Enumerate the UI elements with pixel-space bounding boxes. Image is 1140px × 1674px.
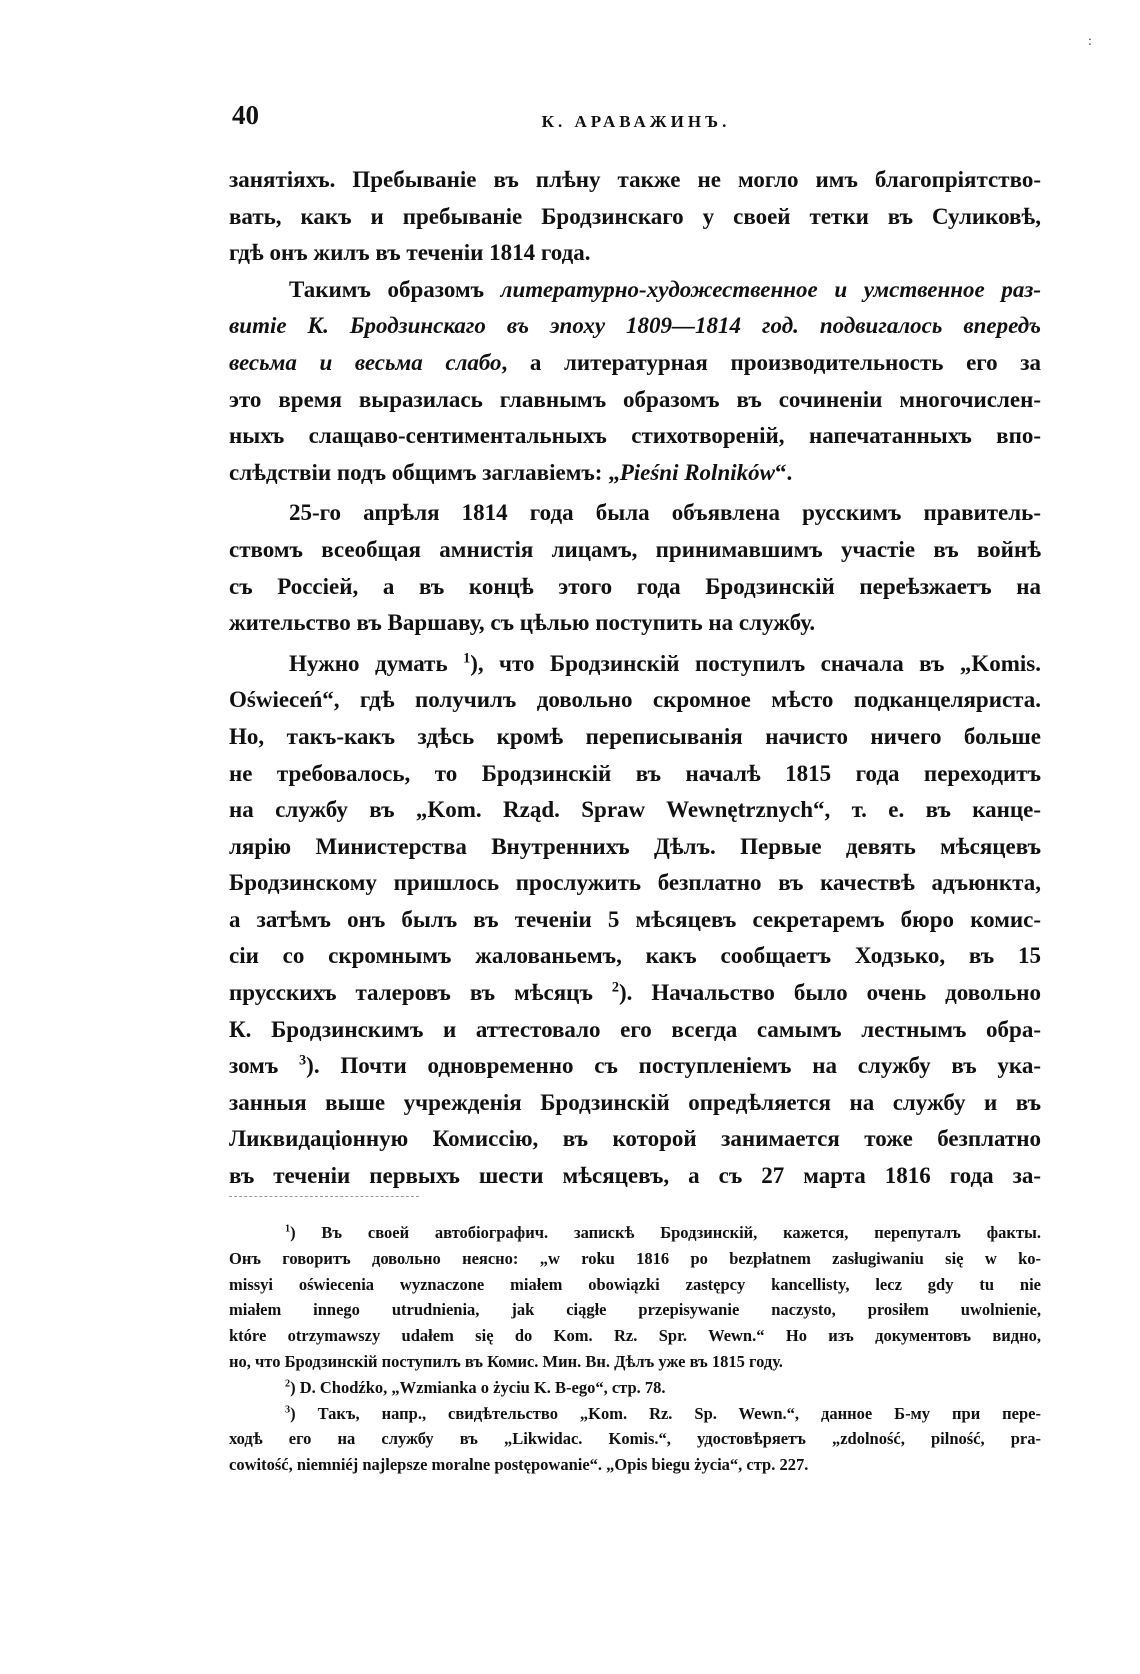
text-line: въ теченіи первыхъ шести мѣсяцевъ, а съ 27 марта 1816 года за- <box>229 1163 1041 1189</box>
text-line: жительство въ Варшаву, съ цѣлью поступить на службу. <box>229 610 816 636</box>
text-line: слѣдствіи подъ общимъ заглавіемъ: „Pieśni Rolników“. <box>229 459 793 485</box>
text-line: Ликвидаціонную Комиссію, въ которой занимается тоже безплатно <box>229 1126 1041 1152</box>
footnote-line: $^3$) Такъ, напр., свидѣтельство „Kom. Rz. Sp. Wewn.“, данное Б-му при пере- <box>285 1403 1041 1423</box>
footnote-number: 2 <box>285 1378 291 1390</box>
footnote-line: które otrzymawszy udałem się do Kom. Rz. Spr. Wewn.“ Но изъ документовъ видно, <box>229 1326 1041 1346</box>
text-line: К. Бродзинскимъ и аттестовало его всегда самымъ лестнымъ обра- <box>229 1016 1041 1042</box>
footnote-line: miałem innego utrudnienia, jak ciągłe przepisywanie naczysto, prosiłem uwolnienie, <box>229 1300 1041 1320</box>
text-line: весьма и весьма слабо, а литературная производительность его за <box>229 349 1041 375</box>
footnote-ref: 1 <box>463 650 471 667</box>
text-line: лярію Министерства Внутреннихъ Дѣлъ. Первые девять мѣсяцевъ <box>229 833 1041 859</box>
text-line: а затѣмъ онъ былъ въ теченіи 5 мѣсяцевъ секретаремъ бюро комис- <box>229 906 1041 932</box>
corner-mark: : <box>1088 34 1092 49</box>
text-line: занятіяхъ. Пребываніе въ плѣну также не могло имъ благопріятство- <box>229 167 1041 192</box>
footnotes <box>229 1220 1041 1478</box>
text-line: ныхъ слащаво-сентиментальныхъ стихотвореній, напечатанныхъ впо- <box>229 423 1041 449</box>
footnote-line: cowitość, niemniéj najlepsze moralne postępowanie“. „Opis biegu życia“, стр. 227. <box>229 1455 809 1475</box>
text-line: сіи со скромнымъ жалованьемъ, какъ сообщаетъ Ходзько, въ 15 <box>229 943 1041 969</box>
page-number: 40 <box>232 100 259 130</box>
page-header <box>232 100 1040 136</box>
footnote-line: $^2$) D. Chodźko, „Wzmianka o życiu K. B-ego“, стр. 78. <box>285 1377 666 1397</box>
footnote-line: ходѣ его на службу въ „Likwidac. Komis.“, удостовѣряетъ „zdolność, pilność, pra- <box>229 1429 1041 1449</box>
footnote-line: но, что Бродзинскій поступилъ въ Комис. Мин. Вн. Дѣлъ уже въ 1815 году. <box>229 1351 783 1371</box>
text-line: Бродзинскому пришлось прослужить безплатно въ качествѣ адъюнкта, <box>229 870 1041 896</box>
text-line: занныя выше учрежденія Бродзинскій опредѣляется на службу и въ <box>229 1089 1041 1115</box>
text-line: это время выразилась главнымъ образомъ въ сочиненіи многочислен- <box>229 386 1041 412</box>
footnote-line: $^1$) Въ своей автобіографич. запискѣ Бродзинскій, кажется, перепуталъ факты. <box>285 1223 1041 1242</box>
text-line: Oświeceń“, гдѣ получилъ довольно скромное мѣсто подканцеляриста. <box>229 687 1041 713</box>
text-line: на службу въ „Kom. Rząd. Spraw Wewnętrznych“, т. е. въ канце- <box>229 797 1041 823</box>
footnote-ref: 3 <box>299 1052 307 1069</box>
text-line: прусскихъ талеровъ въ мѣсяцъ $^2$). Начальство было очень довольно <box>229 979 1041 1006</box>
text-line: вать, какъ и пребываніе Бродзинскаго у своей тетки въ Суликовѣ, <box>229 203 1041 229</box>
footnote-line: Онъ говоритъ довольно неясно: „w roku 1816 po bezpłatnem zasługiwaniu się w ko- <box>229 1248 1041 1268</box>
text-line: не требовалось, то Бродзинскій въ началѣ 1815 года переходитъ <box>229 760 1041 786</box>
text-line: ствомъ всеобщая амнистія лицамъ, принимавшимъ участіе въ войнѣ <box>229 536 1041 562</box>
text-line: Нужно думать $^1$), что Бродзинскій поступилъ сначала въ „Komis. <box>289 650 1041 676</box>
text-line: 25-го апрѣля 1814 года была объявлена русскимъ правитель- <box>289 500 1041 526</box>
footnote-number: 1 <box>285 1223 291 1235</box>
footnote-number: 3 <box>285 1404 291 1416</box>
running-head: К. АРАВАЖИНЪ. <box>541 112 731 131</box>
text-line: Но, такъ-какъ здѣсь кромѣ переписыванія начисто ничего больше <box>229 723 1041 749</box>
footnote-ref: 2 <box>611 979 619 996</box>
text-line: Такимъ образомъ литературно-художественное и умственное раз- <box>289 276 1041 302</box>
footnote-line: missyi oświecenia wyznaczone miałem obowiązki zastępcy kancellisty, lecz gdy tu nie <box>229 1274 1041 1294</box>
text-line: гдѣ онъ жилъ въ теченіи 1814 года. <box>229 240 591 266</box>
text-line: зомъ $^3$). Почти одновременно съ поступленіемъ на службу въ ука- <box>229 1052 1041 1079</box>
footnote-divider <box>229 1196 419 1197</box>
text-line: витіе К. Бродзинскаго въ эпоху 1809—1814 год. подвигалось впередъ <box>229 313 1041 339</box>
text-line: съ Россіей, а въ концѣ этого года Бродзинскій переѣзжаетъ на <box>229 573 1041 599</box>
main-text <box>229 162 1041 1195</box>
